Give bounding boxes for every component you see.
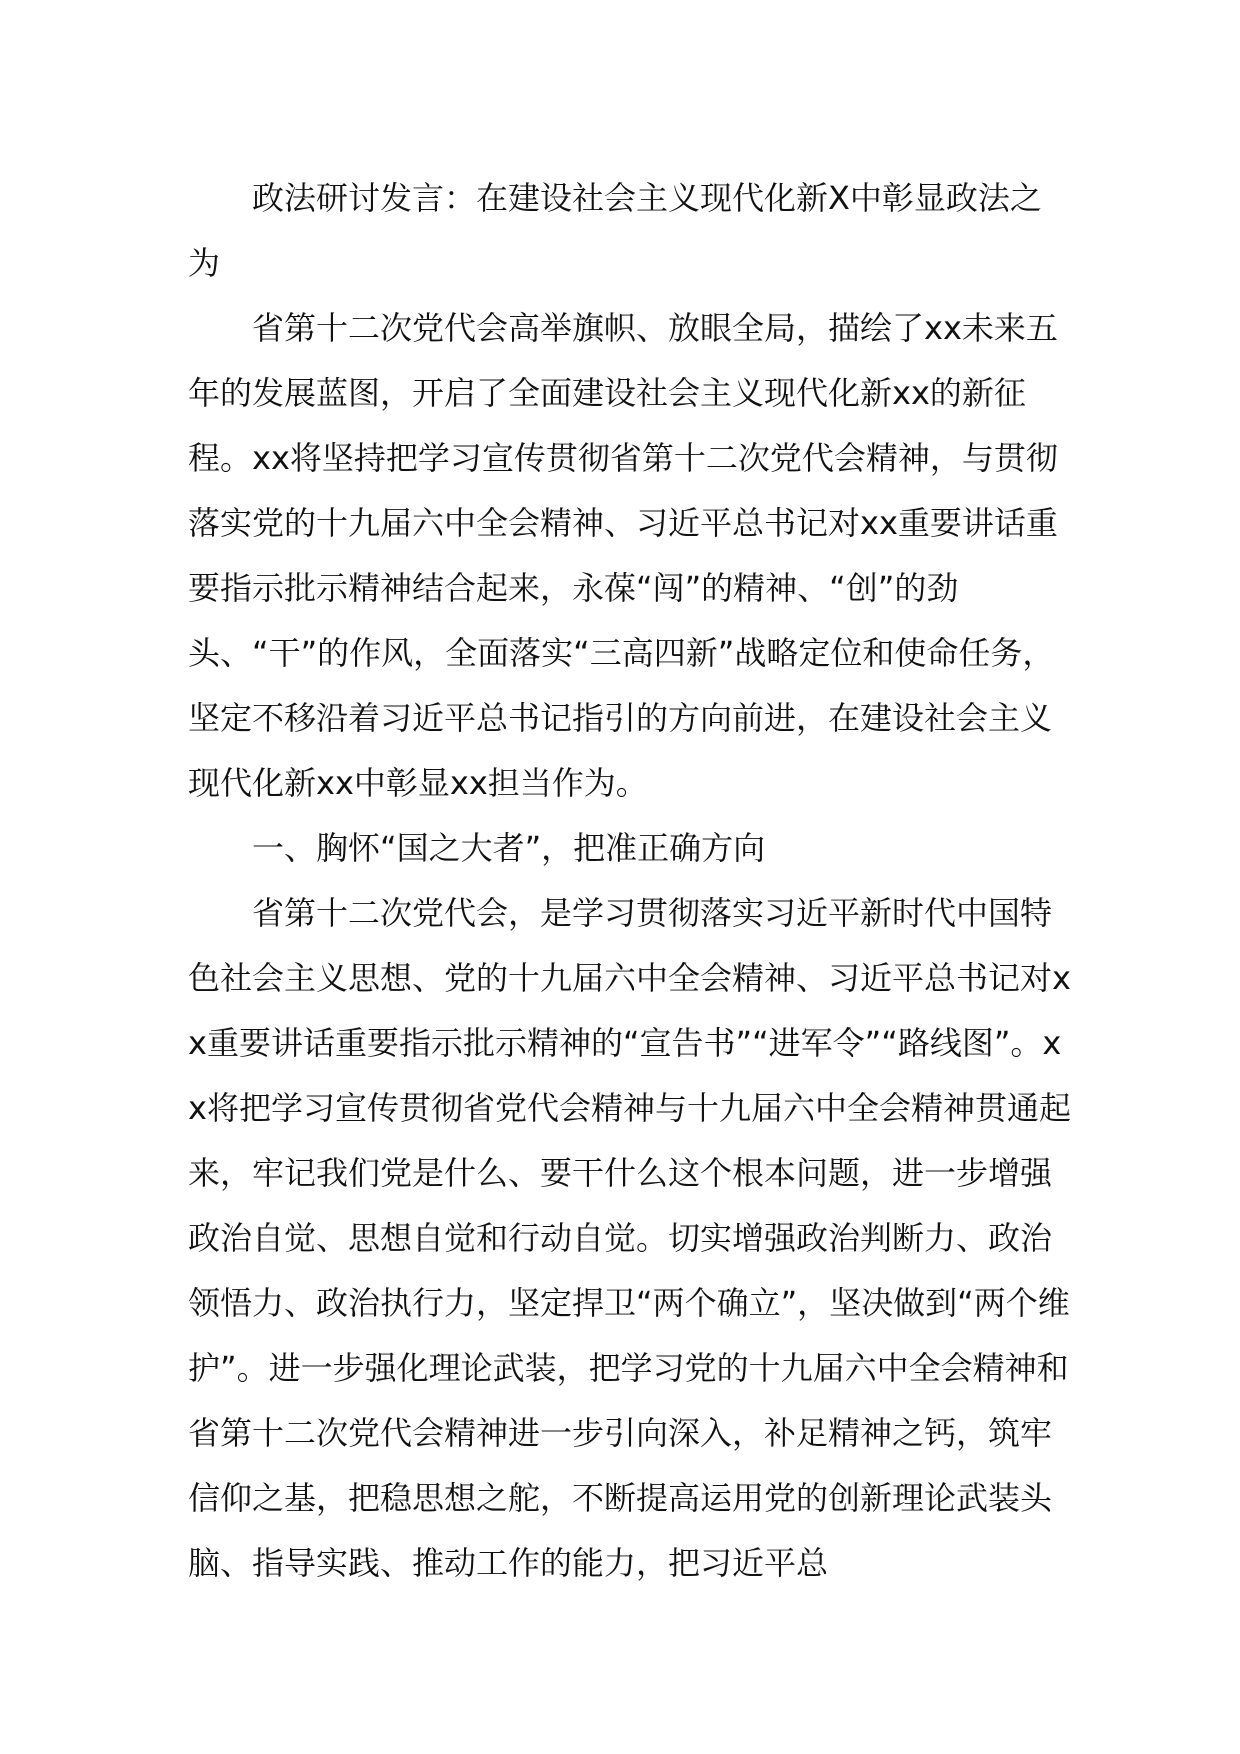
document-title: 政法研讨发言：在建设社会主义现代化新X中彰显政法之为: [188, 179, 1042, 282]
section-heading-1: 一、胸怀“国之大者”，把准正确方向: [252, 829, 766, 867]
document-body: [188, 166, 1072, 1596]
paragraph-section-1: 省第十二次党代会，是学习贯彻落实习近平新时代中国特色社会主义思想、党的十九届六中全会精神、习近平总书记对xx重要讲话重要指示批示精神的“宣告书”“进军令”“路线图”。xx将把学习宣传贯彻省党代会精神与十九届六中全会精神贯通起来，牢记我们党是什么、要干什么这个根本问题，进一步增强政治自觉、思想自觉和行动自觉。切实增强政治判断力、政治领悟力、政治执行力，坚定捍卫“两个确立”，坚决做到“两个维护”。进一步强化理论武装，把学习党的十九届六中全会精神和省第十二次党代会精神进一步引向深入，补足精神之钙，筑牢信仰之基，把稳思想之舵，不断提高运用党的创新理论武装头脑、指导实践、推动工作的能力，把习近平总: [188, 894, 1071, 1582]
paragraph-intro: 省第十二次党代会高举旗帜、放眼全局，描绘了xx未来五年的发展蓝图，开启了全面建设社会主义现代化新xx的新征程。xx将坚持把学习宣传贯彻省第十二次党代会精神，与贯彻落实党的十九届六中全会精神、习近平总书记对xx重要讲话重要指示批示精神结合起来，永葆“闯”的精神、“创”的劲头、“干”的作风，全面落实“三高四新”战略定位和使命任务，坚定不移沿着习近平总书记指引的方向前进，在建设社会主义现代化新xx中彰显xx担当作为。: [188, 309, 1058, 802]
